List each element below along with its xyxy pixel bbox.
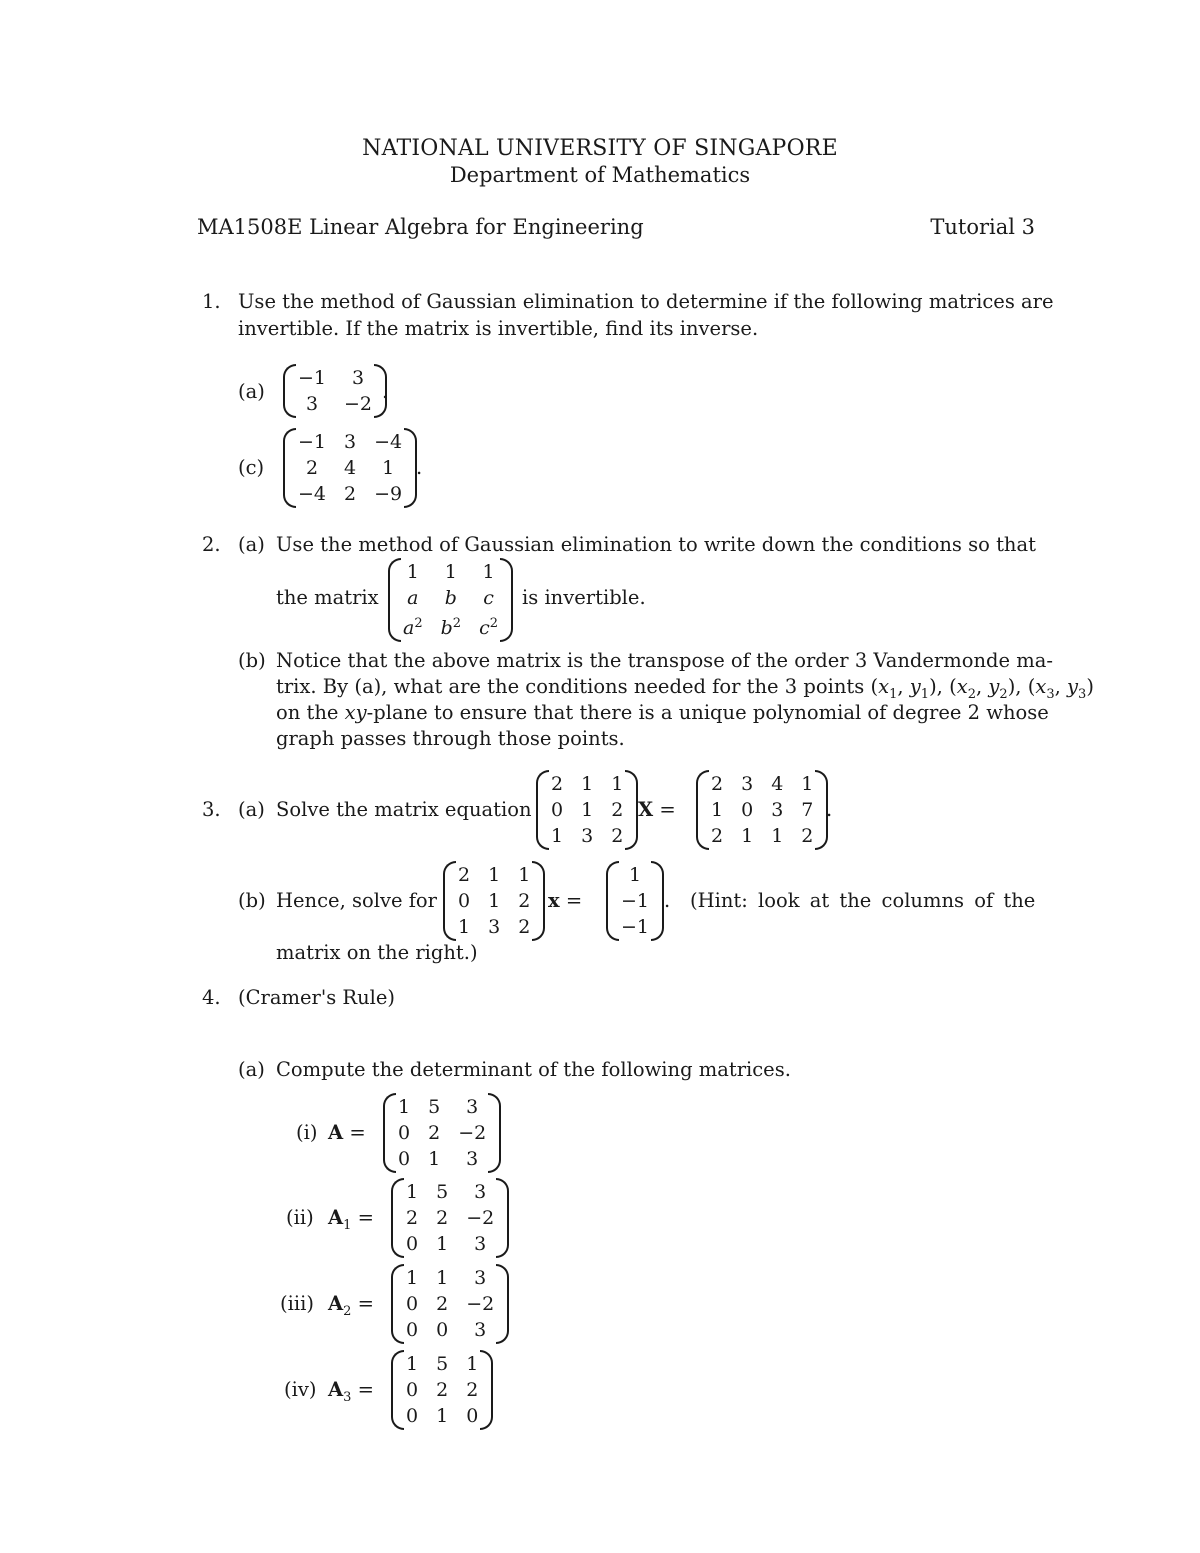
q1a-label: (a) <box>238 380 265 403</box>
matrix-entry: 1 <box>711 799 724 821</box>
q2b-text-line3-start: on the <box>276 701 339 724</box>
q3a-right-matrix <box>696 770 828 850</box>
matrix-entry: 1 <box>436 1233 449 1255</box>
q3a-variable: X <box>638 798 654 821</box>
matrix-entry: −2 <box>344 393 373 415</box>
matrix-entry: 3 <box>474 1233 487 1255</box>
matrix-entry: 3 <box>741 773 754 795</box>
matrix-entry: −2 <box>458 1122 487 1144</box>
matrix-left-paren <box>283 364 296 418</box>
matrix-name: A <box>328 1378 344 1401</box>
matrix-entry: 1 <box>466 1353 479 1375</box>
q1-text-line1: Use the method of Gaussian elimination to determine if the following matrices are <box>238 290 1054 313</box>
department-name: Department of Mathematics <box>449 163 751 187</box>
matrix-entry: 2 <box>305 457 319 479</box>
matrix-entry: 1 <box>581 799 594 821</box>
matrix-entry: 1 <box>488 864 501 886</box>
matrix-right-paren <box>625 770 638 850</box>
matrix-left-paren <box>391 1178 404 1258</box>
matrix-left-paren <box>383 1093 396 1173</box>
matrix-entry: 1 <box>801 773 814 795</box>
matrix-entry: 1 <box>518 864 531 886</box>
institution-title: NATIONAL UNIVERSITY OF SINGAPORE <box>362 136 838 161</box>
matrix-entry: 2 <box>711 773 724 795</box>
q4-title: (Cramer's Rule) <box>238 986 396 1009</box>
matrix-entry: 5 <box>436 1353 449 1375</box>
q4-number: 4. <box>202 986 221 1009</box>
matrix-entry: 2 <box>436 1293 449 1315</box>
matrix-entry: −2 <box>466 1207 495 1229</box>
matrix-entry: −4 <box>374 431 403 453</box>
matrix-entry: 1 <box>428 1148 441 1170</box>
matrix-right-paren <box>480 1350 493 1430</box>
q4a-item-i-matrix <box>383 1093 501 1173</box>
matrix-entry: −9 <box>374 483 403 505</box>
matrix-entry: 1 <box>436 1405 449 1427</box>
matrix-entry: 1 <box>488 890 501 912</box>
matrix-entry: 1 <box>406 561 419 583</box>
matrix-entry: 0 <box>466 1405 479 1427</box>
q3b-right-matrix <box>606 861 664 941</box>
matrix-entry: 3 <box>488 916 501 938</box>
matrix-entry: 0 <box>406 1233 419 1255</box>
q4a-item-iii-lhs: $A_2$ = <box>328 1292 374 1319</box>
matrix-left-paren <box>388 558 401 642</box>
matrix-left-paren <box>283 428 296 508</box>
q2a-label: (a) <box>238 533 265 556</box>
matrix-entry: 1 <box>771 825 784 847</box>
matrix-entry: $b^2$ <box>440 616 462 639</box>
matrix-left-paren <box>391 1264 404 1344</box>
matrix-entry: 4 <box>771 773 784 795</box>
q2b-text-line3-end: -plane to ensure that there is a unique polynomial of degree 2 whose <box>366 701 1049 724</box>
matrix-name: A <box>328 1121 344 1144</box>
q4a-item-ii-matrix <box>391 1178 509 1258</box>
q3b-text-line2: matrix on the right.) <box>276 941 478 964</box>
matrix-entry: 2 <box>711 825 724 847</box>
q2b-points-formula: ($x_1$, $y_1$), ($x_2$, $y_2$), ($x_3$, $y_3$) <box>870 675 1094 702</box>
q4a-item-i-lhs: A = <box>328 1121 366 1144</box>
matrix-entry: 2 <box>406 1207 419 1229</box>
q2b-text-line3 <box>276 701 1049 724</box>
matrix-right-paren <box>500 558 513 642</box>
q1a-period: . <box>382 380 389 403</box>
q4a-text: Compute the determinant of the following matrices. <box>276 1058 791 1081</box>
matrix-entry: 1 <box>406 1181 419 1203</box>
q2-number: 2. <box>202 533 221 556</box>
q3a-left-matrix <box>536 770 638 850</box>
matrix-entry: −2 <box>466 1293 495 1315</box>
matrix-entry: 2 <box>428 1122 441 1144</box>
matrix-entry: 1 <box>444 561 457 583</box>
matrix-entry: 1 <box>628 864 642 886</box>
matrix-entry: 0 <box>458 890 471 912</box>
matrix-entry: 3 <box>581 825 594 847</box>
q1a-matrix <box>283 364 387 418</box>
matrix-entry: 4 <box>344 457 357 479</box>
q4a-item-iv-matrix <box>391 1350 493 1430</box>
matrix-entry: 1 <box>406 1353 419 1375</box>
matrix-entry: b <box>444 587 457 609</box>
matrix-entry: 2 <box>518 916 531 938</box>
matrix-entry: −4 <box>298 483 327 505</box>
matrix-entry: 0 <box>398 1122 411 1144</box>
q1c-period: . <box>416 456 423 479</box>
matrix-entry: −1 <box>621 890 650 912</box>
matrix-entry: 1 <box>406 1267 419 1289</box>
q3a-period: . <box>826 798 833 821</box>
matrix-entry: 2 <box>801 825 814 847</box>
matrix-entry: 3 <box>466 1096 479 1118</box>
matrix-entry: 1 <box>551 825 564 847</box>
q1-text-line2: invertible. If the matrix is invertible, find its inverse. <box>238 317 759 340</box>
matrix-entry: 0 <box>398 1148 411 1170</box>
q2b-text-line2-start: trix. By (a), what are the conditions needed for the 3 points <box>276 675 865 698</box>
matrix-entry: 0 <box>406 1379 419 1401</box>
q3b-text: Hence, solve for <box>276 889 437 912</box>
matrix-entry: 0 <box>741 799 754 821</box>
q1-number: 1. <box>202 290 221 313</box>
matrix-right-paren <box>496 1264 509 1344</box>
matrix-entry: 1 <box>382 457 395 479</box>
matrix-entry: 2 <box>611 825 624 847</box>
q3a-text: Solve the matrix equation <box>276 798 532 821</box>
matrix-left-paren <box>536 770 549 850</box>
matrix-subscript: 1 <box>343 1218 352 1233</box>
matrix-left-paren <box>696 770 709 850</box>
matrix-entry: 1 <box>482 561 495 583</box>
matrix-entry: 0 <box>551 799 564 821</box>
matrix-left-paren <box>443 861 456 941</box>
matrix-entry: 0 <box>406 1293 419 1315</box>
matrix-entry: 5 <box>436 1181 449 1203</box>
matrix-entry: 1 <box>611 773 624 795</box>
matrix-entry: $a^2$ <box>403 616 423 639</box>
q1c-matrix <box>283 428 417 508</box>
matrix-right-paren <box>532 861 545 941</box>
q2a-matrix <box>388 558 513 642</box>
course-title: MA1508E Linear Algebra for Engineering <box>197 215 644 239</box>
matrix-entry: 3 <box>474 1181 487 1203</box>
matrix-entry: 3 <box>344 431 357 453</box>
q4a-item-iv-label: (iv) <box>284 1378 317 1401</box>
q4a-item-iii-matrix <box>391 1264 509 1344</box>
q2b-text-line4: graph passes through those points. <box>276 727 625 750</box>
q3b-label: (b) <box>238 889 266 912</box>
matrix-subscript: 2 <box>343 1304 352 1319</box>
matrix-entry: 7 <box>801 799 814 821</box>
matrix-entry: 0 <box>436 1319 449 1341</box>
matrix-entry: $c^2$ <box>479 616 498 639</box>
q4a-item-iii-label: (iii) <box>280 1292 314 1315</box>
matrix-left-paren <box>606 861 619 941</box>
q2b-text-line1: Notice that the above matrix is the transpose of the order 3 Vandermonde ma- <box>276 649 1053 672</box>
matrix-entry: 5 <box>428 1096 441 1118</box>
matrix-subscript: 3 <box>343 1390 352 1405</box>
matrix-name: A <box>328 1292 344 1315</box>
matrix-entry: 1 <box>398 1096 411 1118</box>
q3a-label: (a) <box>238 798 265 821</box>
q4a-item-i-label: (i) <box>296 1121 318 1144</box>
matrix-name: A <box>328 1206 344 1229</box>
q4a-item-iv-lhs: $A_3$ = <box>328 1378 374 1405</box>
matrix-entry: 1 <box>741 825 754 847</box>
q3a-equation: X = <box>638 798 676 821</box>
matrix-entry: 0 <box>406 1405 419 1427</box>
matrix-entry: 2 <box>458 864 471 886</box>
matrix-entry: 3 <box>466 1148 479 1170</box>
matrix-entry: 2 <box>611 799 624 821</box>
matrix-entry: 3 <box>474 1319 487 1341</box>
tutorial-number: Tutorial 3 <box>930 215 1035 239</box>
matrix-right-paren <box>496 1178 509 1258</box>
matrix-entry: a <box>407 587 419 609</box>
matrix-entry: 1 <box>581 773 594 795</box>
matrix-entry: 2 <box>466 1379 479 1401</box>
matrix-entry: c <box>483 587 494 609</box>
q3b-equation: x = <box>548 889 583 912</box>
matrix-right-paren <box>488 1093 501 1173</box>
q2b-label: (b) <box>238 649 266 672</box>
matrix-entry: −1 <box>621 916 650 938</box>
xy-symbol: xy <box>344 701 367 724</box>
q1c-label: (c) <box>238 456 265 479</box>
q2b-text-line2 <box>276 675 1094 702</box>
q4a-item-ii-lhs: $A_1$ = <box>328 1206 374 1233</box>
q3-number: 3. <box>202 798 221 821</box>
matrix-entry: 2 <box>436 1207 449 1229</box>
matrix-entry: 3 <box>474 1267 487 1289</box>
matrix-entry: 3 <box>305 393 319 415</box>
q3b-hint: (Hint: look at the columns of the <box>690 889 1036 912</box>
matrix-entry: 1 <box>458 916 471 938</box>
matrix-left-paren <box>391 1350 404 1430</box>
q4a-label: (a) <box>238 1058 265 1081</box>
matrix-entry: −1 <box>298 367 327 389</box>
q3b-period: . <box>664 889 671 912</box>
matrix-entry: 2 <box>551 773 564 795</box>
q2a-text-post: is invertible. <box>522 586 646 609</box>
matrix-entry: 1 <box>436 1267 449 1289</box>
matrix-entry: 2 <box>518 890 531 912</box>
matrix-entry: 3 <box>351 367 365 389</box>
matrix-entry: 2 <box>344 483 357 505</box>
matrix-entry: 0 <box>406 1319 419 1341</box>
q3b-left-matrix <box>443 861 545 941</box>
matrix-entry: 2 <box>436 1379 449 1401</box>
matrix-right-paren <box>651 861 664 941</box>
q2a-text-pre: the matrix <box>276 586 379 609</box>
q2a-text-line1: Use the method of Gaussian elimination to write down the conditions so that <box>276 533 1036 556</box>
matrix-entry: −1 <box>298 431 327 453</box>
q3b-variable: x <box>548 889 560 912</box>
matrix-entry: 3 <box>771 799 784 821</box>
q4a-item-ii-label: (ii) <box>286 1206 314 1229</box>
